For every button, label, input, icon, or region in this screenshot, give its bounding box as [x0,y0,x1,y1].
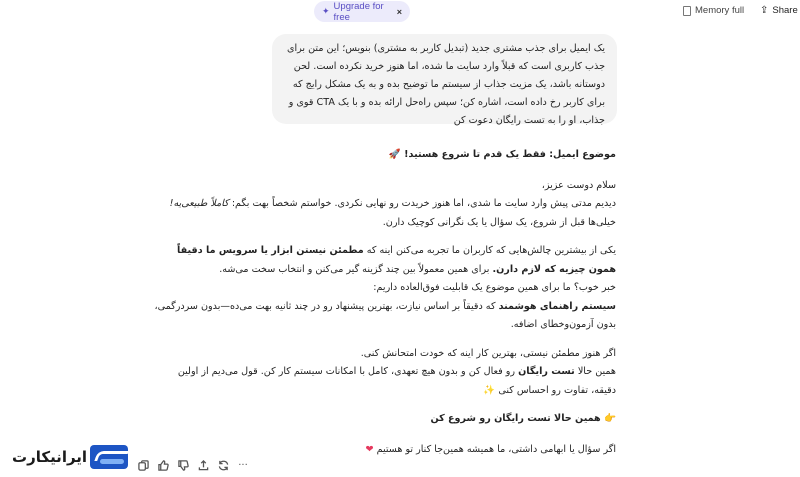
thumbs-up-icon[interactable] [156,458,170,472]
message-actions [136,458,250,472]
memory-full-button[interactable] [683,5,744,16]
sparkles-icon: ✨ [483,384,496,396]
share-icon: ⇪ [760,5,769,16]
paragraph-problem [150,242,616,335]
logo-text: ایرانیکارت [12,448,88,466]
paragraph-closing [150,441,616,460]
p2-bold-2: سیستم راهنمای هوشمند [498,300,616,312]
email-subject [150,146,616,165]
copy-icon[interactable] [136,458,150,472]
share-icon[interactable] [196,458,210,472]
assistant-message [150,146,616,469]
logo-mark-icon [90,445,128,469]
p2-text-4: که دقیقاً بر اساس نیازت، بهترین پیشنهاد رو در چند ثانیه بهت می‌ده—بدون سردرگمی، بدون آزمون‌وخطای اضافه. [154,300,616,330]
p2-text-3: خبر خوب؟ ما برای همین موضوع یک قابلیت فوق‌العاده داریم: [373,282,616,293]
share-button[interactable] [760,5,798,16]
subject-text: موضوع ایمیل: فقط یک قدم تا شروع هستید! [404,149,616,160]
thumbs-down-icon[interactable] [176,458,190,472]
p1-text-2: خیلی‌ها قبل از شروع، یک سؤال یا یک نگرانی کوچیک دارن. [382,216,616,228]
user-message-text: یک ایمیل برای جذب مشتری جدید (تبدیل کاربر به مشتری) بنویس؛ این متن برای جذب کاربری است که قبلاً وارد سایت ما شده، اما هنوز خرید نکرده است. لحن دوستانه باشد، یک مزیت جذاب از سیستم ما توضیح بده و به یک مشکل رایج که برای کاربر رخ داده است، اشاره کن؛ سپس راه‌حل ارائه بده و با یک CTA قوی و جذاب، او را به تست رایگان دعوت کن [286,43,605,126]
heart-icon: ❤ [365,443,374,455]
sparkle-icon: ✦ [322,6,330,16]
regenerate-icon[interactable] [216,458,230,472]
closing-text: اگر سؤال یا ابهامی داشتی، ما همیشه همین‌جا کنار تو هستیم [376,443,616,455]
p2-text-post: برای همین معمولاً بین چند گزینه گیر می‌کنن و انتخاب سخت می‌شه. [219,263,493,275]
paragraph-solution [150,345,616,401]
upgrade-label: Upgrade for free [333,0,384,23]
more-icon[interactable]: ··· [238,459,248,471]
p3-text-post: رو فعال کن و بدون هیچ تعهدی، کامل با امکانات سیستم کار کن. قول می‌دیم از اولین دقیقه، تفاوت رو احساس کنی [177,366,616,396]
p1-italic: کاملاً طبیعی‌یه! [169,198,229,209]
p2-bold: مطمئن نیستن ابزار یا سرویس ما دقیقاً همون چیزیه که لازم دارن. [177,245,616,275]
rocket-icon: 🚀 [388,149,401,160]
top-bar [0,0,800,24]
p3-bold: تست رایگان [518,366,575,377]
share-label: Share [772,5,798,16]
paragraph-greeting [150,177,616,233]
memory-icon [683,6,691,16]
cta-text: همین حالا تست رایگان رو شروع کن [430,413,601,424]
p3-text: اگر هنوز مطمئن نیستی، بهترین کار اینه که خودت امتحانش کنی. [360,347,616,359]
upgrade-button[interactable] [314,1,410,22]
close-icon[interactable]: × [396,6,402,17]
pointing-hand-icon: 👉 [604,413,616,424]
memory-label: Memory full [695,5,745,16]
brand-logo [12,445,128,469]
p3-text-pre: همین حالا [574,366,616,377]
greeting-text: سلام دوست عزیز، [541,179,616,191]
p2-text: یکی از بیشترین چالش‌هایی که کاربران ما تجربه می‌کنن اینه که [363,245,616,256]
user-message [272,34,617,124]
p1-text: دیدیم مدتی پیش وارد سایت ما شدی، اما هنوز خریدت رو نهایی نکردی. خواستم شخصاً بهت بگم: [228,198,616,209]
cta-line [150,410,616,429]
